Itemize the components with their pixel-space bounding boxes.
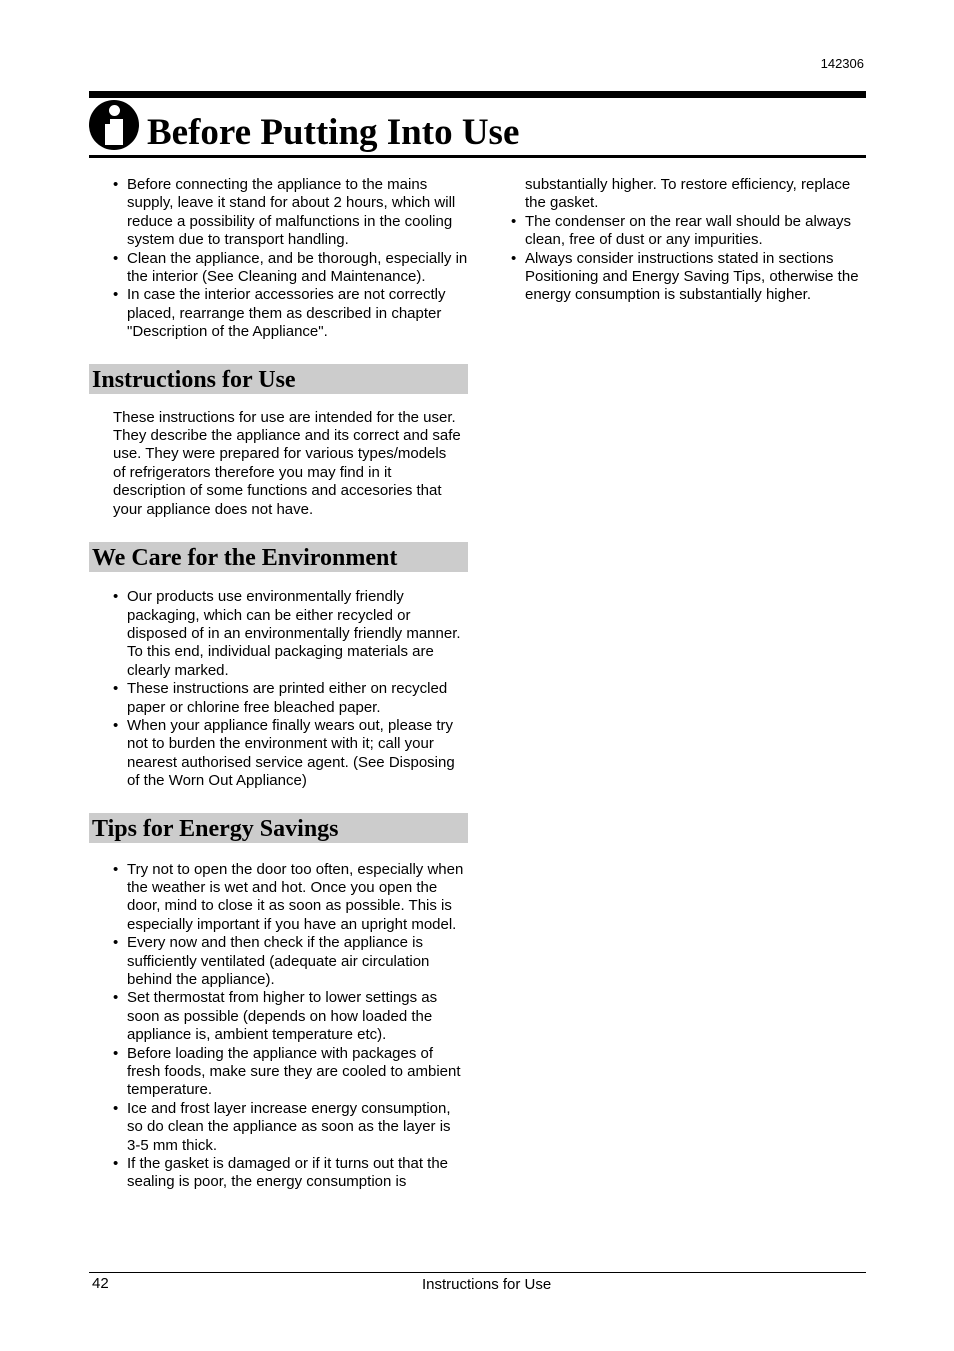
page-number: 42 [92, 1275, 109, 1292]
environment-list [89, 588, 468, 790]
list-item: • In case the interior accessories are not correctly placed, rearrange them as described in chapter "Description of the Appliance". [127, 286, 468, 341]
list-item: • Try not to open the door too often, especially when the weather is wet and hot. Once you open the door, mind to close it as soon as possible. This is especially important if you have an upright model. [127, 861, 468, 935]
intro-list [89, 176, 468, 342]
energy-list [89, 861, 468, 1192]
header-rule [89, 91, 866, 98]
section-heading-instructions: Instructions for Use [89, 364, 468, 394]
section-heading-energy: Tips for Energy Savings [89, 813, 468, 843]
list-item: • Before connecting the appliance to the mains supply, leave it stand for about 2 hours, which will reduce a possibility of malfunctions in the cooling system due to transport handling. [127, 176, 468, 250]
footer-title: Instructions for Use [422, 1276, 552, 1293]
page-title: Before Putting Into Use [147, 112, 520, 153]
energy-continuation: substantially higher. To restore efficiency, replace the gasket. [525, 176, 851, 212]
list-item: • These instructions are printed either on recycled paper or chlorine free bleached paper. [127, 680, 468, 717]
list-item: • Set thermostat from higher to lower settings as soon as possible (depends on how loaded the appliance is, ambient temperature etc). [127, 989, 468, 1044]
list-item: • When your appliance finally wears out, please try not to burden the environment with it; call your nearest authorised service agent. (See Disposing of the Worn Out Appliance) [127, 717, 468, 791]
left-column [89, 176, 468, 1192]
list-item: • Our products use environmentally friendly packaging, which can be either recycled or disposed of in an environmentally friendly manner. To this end, individual packaging materials are clearly marked. [127, 588, 468, 680]
list-item: • Ice and frost layer increase energy consumption, so do clean the appliance as soon as the layer is 3-5 mm thick. [127, 1100, 468, 1155]
instructions-paragraph: These instructions for use are intended for the user. They describe the appliance and its correct and safe use. They were prepared for various types/models of refrigerators therefore you may find in it description of some functions and accesories that your appliance does not have. [113, 408, 461, 518]
list-item: • Always consider instructions stated in sections Positioning and Energy Saving Tips, otherwise the energy consumption is substantially higher. [525, 250, 867, 305]
list-item: • The condenser on the rear wall should be always clean, free of dust or any impurities. [525, 213, 867, 250]
list-item: • Before loading the appliance with packages of fresh foods, make sure they are cooled to ambient temperature. [127, 1045, 468, 1100]
document-code: 142306 [820, 56, 864, 71]
footer-rule [89, 1272, 866, 1273]
title-row [89, 99, 866, 158]
info-icon [89, 100, 139, 150]
list-item: • Clean the appliance, and be thorough, especially in the interior (See Cleaning and Maintenance). [127, 250, 468, 287]
section-heading-environment: We Care for the Environment [89, 542, 468, 572]
energy-list-continued [507, 213, 867, 305]
list-item: • Every now and then check if the appliance is sufficiently ventilated (adequate air circulation behind the appliance). [127, 934, 468, 989]
list-item: • If the gasket is damaged or if it turns out that the sealing is poor, the energy consumption is [127, 1155, 468, 1192]
right-column [507, 176, 867, 305]
